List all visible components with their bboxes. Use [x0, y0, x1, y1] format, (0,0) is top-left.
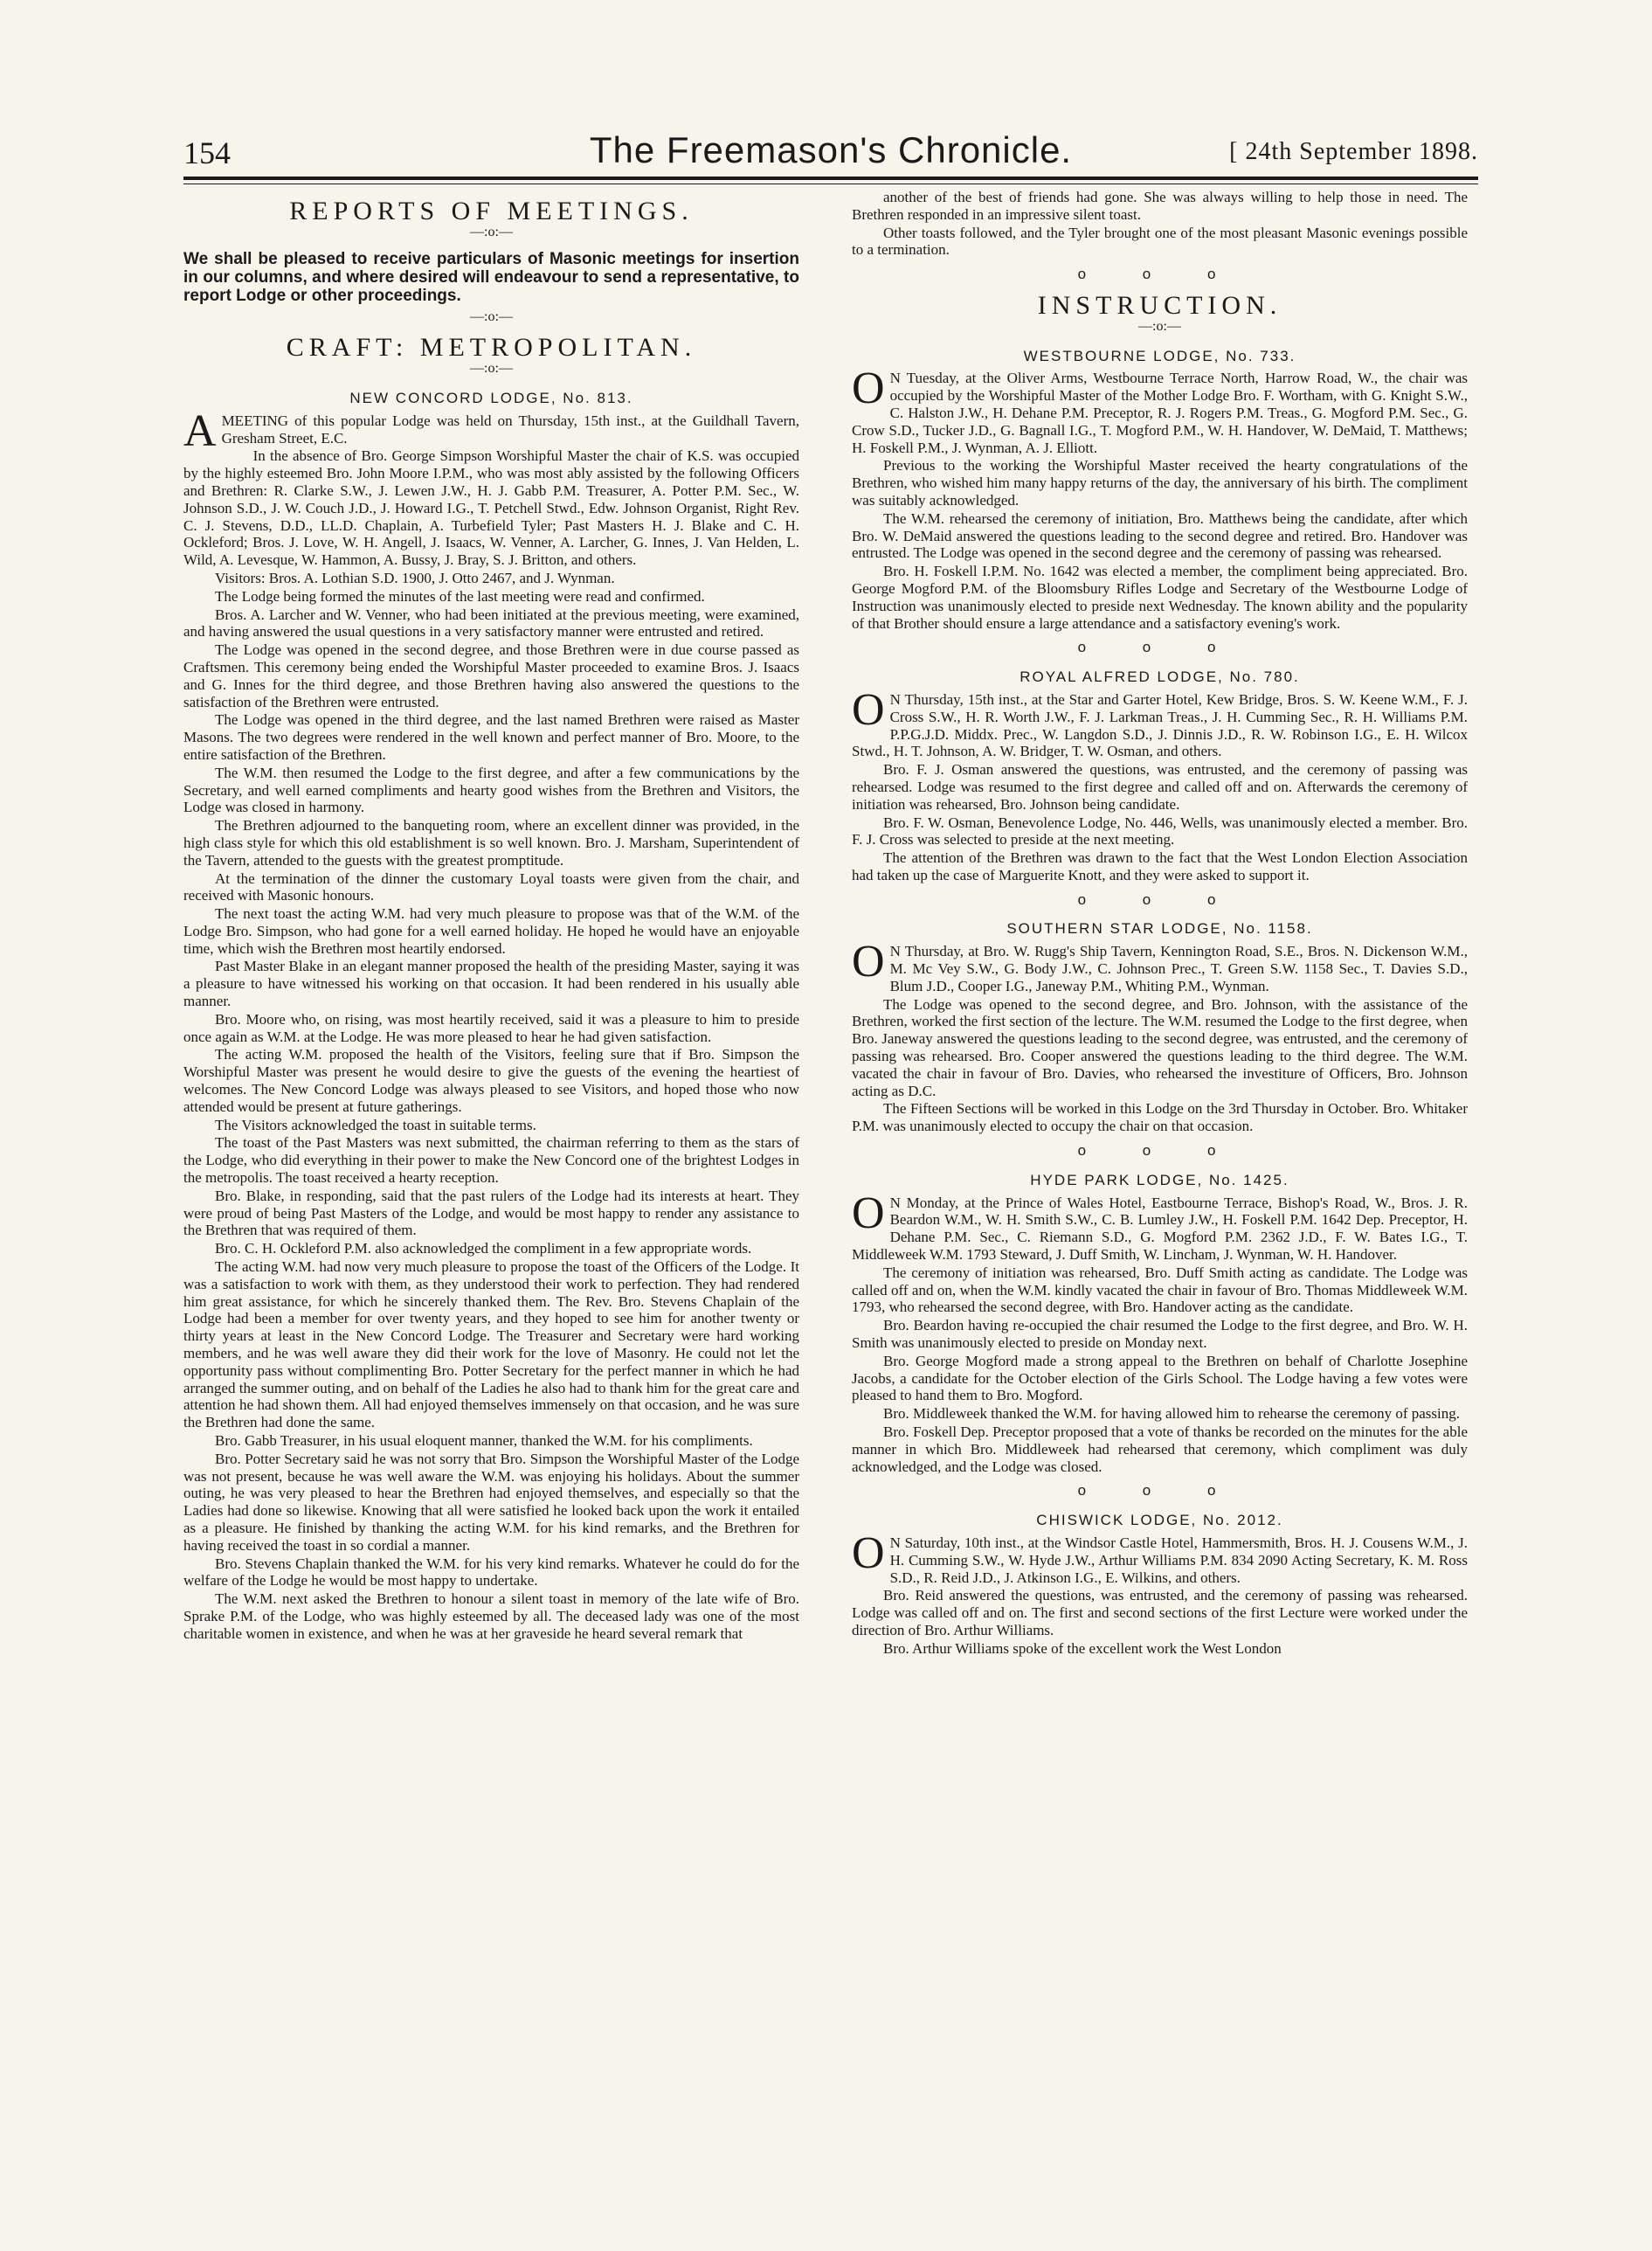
- paragraph: The W.M. rehearsed the ceremony of initiation, Bro. Matthews being the candidate, after which Bro. W. DeMaid answered the questions leading to the second degree and retired. Bro. Handover was entrusted. The Lodge was opened in the second degree and the ceremony of passing was rehearsed.: [852, 509, 1468, 562]
- lodge-heading: CHISWICK LODGE, No. 2012.: [1036, 1512, 1283, 1529]
- paragraph: The Lodge was opened in the second degree, and those Brethren were in due course passed as Craftsmen. This ceremony being ended the Worshipful Master proceeded to examine Bros. J. Isaacs and G. Innes for the third degree, and those Brethren having also answered the questions to the satisfaction of the Brethren were entrusted.: [183, 641, 799, 710]
- issue-date: [ 24th September 1898.: [1229, 138, 1478, 165]
- paragraph: The Visitors acknowledged the toast in suitable terms.: [215, 1116, 536, 1133]
- paragraph: Other toasts followed, and the Tyler brought one of the most pleasant Masonic evenings possible to a termination.: [852, 224, 1468, 259]
- separator: —:o:—: [470, 361, 513, 377]
- paragraph: Bro. Reid answered the questions, was entrusted, and the ceremony of passing was rehearsed. Lodge was called off and on. The first and second sections of the first Lecture were worked under the direction of Bro. Arthur Williams.: [852, 1587, 1468, 1638]
- separator: —:o:—: [470, 224, 513, 239]
- page-number: 154: [183, 135, 231, 170]
- opening-text: N Monday, at the Prince of Wales Hotel, Eastbourne Terrace, Bishop's Road, W., Bros. J. R. Beardon W.M., W. H. Smith S.W., C. B. Lumley J.W., H. Foskell P.M. 1642 Dep. Preceptor, H. Dehane P.M. Sec., C. Riemann S.D., G. Mogford P.M. 2362 J.D., F. W. Bates I.G., T. Middleweek W.M. 1793 Steward, J. Duff Smith, W. Lincham, J. Wynman, W. H. Handover.: [852, 1194, 1468, 1264]
- paragraph: Bro. Gabb Treasurer, in his usual eloquent manner, thanked the W.M. for his compliments.: [215, 1432, 753, 1449]
- paragraph: Bro. George Mogford made a strong appeal to the Brethren on behalf of Charlotte Josephine Jacobs, a candidate for the October election of the Girls School. The Lodge having a few votes were pleased to hand them to Bro. Mogford.: [852, 1352, 1468, 1404]
- left-column: [183, 189, 799, 1644]
- paragraph: The next toast the acting W.M. had very much pleasure to propose was that of the W.M. of the Lodge Bro. Simpson, who had gone for a well earned holiday. He hoped he would have an enjoyable time, which wish the Brethren most heartily endorsed.: [183, 905, 799, 957]
- article-body: [852, 996, 1468, 1135]
- paragraph: In the absence of Bro. George Simpson Worshipful Master the chair of K.S. was occupied by the highly esteemed Bro. John Moore I.P.M., who was most ably assisted by the following Officers and Brethren: R. Clarke S.W., J. Lewen J.W., H. J. Gabb P.M. Treasurer, A. Potter P.M. Sec., W. Johnson S.D., J. W. Couch J.D., J. Howard I.G., T. Petchell Stwd., Edw. Johnson Organist, Right Rev. C. J. Stevens, D.D., LL.D. Chaplain, A. Turbefield Tyler; Past Masters H. J. Blake and C. H. Ockleford; Bros. J. Love, W. H. Angell, J. Isaacs, W. Venner, A. Larcher, G. Innes, J. Van Helden, L. Wild, A. Levesque, W. Hammon, A. Bussy, J. Bray, S. J. Britton, and others.: [183, 447, 799, 569]
- paragraph: Bro. Beardon having re-occupied the chair resumed the Lodge to the first degree, and Bro. W. H. Smith was unanimously elected to preside on Monday next.: [852, 1317, 1468, 1352]
- paragraph: The attention of the Brethren was drawn to the fact that the West London Election Association had taken up the case of Marguerite Knott, and they were asked to support it.: [852, 849, 1468, 883]
- article-opening: [852, 937, 1468, 994]
- paragraph: Visitors: Bros. A. Lothian S.D. 1900, J. Otto 2467, and J. Wynman.: [215, 569, 615, 586]
- article-opening: [852, 1188, 1468, 1264]
- section-heading-craft: CRAFT: METROPOLITAN.: [286, 333, 697, 363]
- drop-cap: O: [852, 364, 885, 414]
- intro-notice: We shall be pleased to receive particulars of Masonic meetings for insertion in our columns, and where desired will endeavour to send a representative, to report Lodge or other proceedings.: [183, 249, 799, 305]
- opening-text: MEETING of this popular Lodge was held on Thursday, 15th inst., at the Guildhall Tavern, Gresham Street, E.C.: [221, 412, 799, 447]
- section-divider: o o o: [1077, 1482, 1242, 1500]
- paragraph: Bro. Arthur Williams spoke of the excellent work the West London: [883, 1639, 1282, 1657]
- drop-cap: O: [852, 1188, 885, 1238]
- paragraph: The acting W.M. proposed the health of the Visitors, feeling sure that if Bro. Simpson the Worshipful Master was present he would desire to give the guests of the evening the heartiest of welcomes. The New Concord Lodge was always pleased to see Visitors, and hoped those who now attended would be present at future gatherings.: [183, 1046, 799, 1115]
- paragraph: Bro. Moore who, on rising, was most heartily received, said it was a pleasure to him to preside once again as W.M. at the Lodge. He was more pleased to hear he had given satisfaction.: [183, 1010, 799, 1045]
- paragraph: Bro. F. W. Osman, Benevolence Lodge, No. 446, Wells, was unanimously elected a member. Bro. F. J. Cross was selected to preside at the next meeting.: [852, 814, 1468, 848]
- paragraph: The toast of the Past Masters was next submitted, the chairman referring to them as the stars of the Lodge, who did everything in their power to make the New Concord one of the brightest Lodges in the metropolis. The toast received a hearty reception.: [183, 1134, 799, 1187]
- paragraph: Past Master Blake in an elegant manner proposed the health of the presiding Master, saying it was a pleasure to have witnessed his working on that occasion. It had been rendered in his usually able manner.: [183, 958, 799, 1010]
- paragraph: The Lodge was opened to the second degree, and Bro. Johnson, with the assistance of the Brethren, worked the first section of the lecture. The W.M. resumed the Lodge to the first degree, when Bro. Janeway answered the questions leading to the second degree, was entrusted, and the ceremony of passing was rehearsed. Bro. Cooper answered the questions leading to the third degree. The W.M. vacated the chair in favour of Bro. Davies, who rehearsed the investiture of Officers, Bro. Johnson acting as D.C.: [852, 995, 1468, 1099]
- article-opening: [852, 684, 1468, 760]
- section-divider: o o o: [1077, 266, 1242, 283]
- article-opening: [183, 405, 799, 456]
- lodge-heading: HYDE PARK LODGE, No. 1425.: [1030, 1171, 1289, 1188]
- paragraph: At the termination of the dinner the customary Loyal toasts were given from the chair, and received with Masonic honours.: [183, 869, 799, 904]
- paragraph: The Brethren adjourned to the banqueting room, where an excellent dinner was provided, in the high class style for which this old establishment is so well known. Bro. J. Marsham, Superintendent of the Tavern, attended to the guests with the greatest promptitude.: [183, 817, 799, 869]
- lodge-heading: SOUTHERN STAR LODGE, No. 1158.: [1006, 920, 1313, 938]
- paragraph: Bro. Foskell Dep. Preceptor proposed that a vote of thanks be recorded on the minutes for the able manner in which Bro. Middleweek had rehearsed that ceremony, which compliment was duly acknowledged, and the Lodge was closed.: [852, 1423, 1468, 1475]
- section-divider: o o o: [1077, 1142, 1242, 1160]
- paragraph: The W.M. next asked the Brethren to honour a silent toast in memory of the late wife of Bro. Sprake P.M. of the Lodge, who was highly esteemed by all. The deceased lady was one of the most charitable women in existence, and when he was at her graveside he heard several remark that: [183, 1590, 799, 1642]
- section-divider: o o o: [1077, 890, 1242, 908]
- section-heading-instruction: INSTRUCTION.: [1037, 290, 1282, 320]
- separator: —:o:—: [470, 308, 513, 324]
- paragraph: The ceremony of initiation was rehearsed, Bro. Duff Smith acting as candidate. The Lodge was called off and on, when the W.M. kindly vacated the chair in favour of Bro. Thomas Middleweek W.M. 1793, who rehearsed the second degree, with Bro. Handover acting as the candidate.: [852, 1264, 1468, 1316]
- paragraph: The Lodge was opened in the third degree, and the last named Brethren were raised as Master Masons. The two degrees were rendered in the well known and perfect manner of Bro. Moore, to the entire satisfaction of the Brethren.: [183, 711, 799, 763]
- opening-text: N Tuesday, at the Oliver Arms, Westbourne Terrace North, Harrow Road, W., the chair was occupied by the Worshipful Master of the Mother Lodge Bro. F. Wortham, with G. Knight S.W., C. Halston J.W., H. Dehane P.M. Preceptor, R. J. Rogers P.M. Treas., G. Mogford P.M. Sec., G. Crow S.D., Tucker J.D., G. Bagnall I.G., T. Mogford P.M., W. H. Handover, W. DeMaid, T. Matthews; H. Foskell P.M., J. Wynman, A. J. Elliott.: [852, 370, 1468, 456]
- publication-title: The Freemason's Chronicle.: [589, 129, 1073, 170]
- continued-text: [852, 189, 1468, 259]
- drop-cap: O: [852, 937, 885, 987]
- article-body: [183, 447, 799, 1642]
- section-heading-reports: REPORTS OF MEETINGS.: [289, 197, 694, 225]
- masthead-rule: [183, 177, 1478, 180]
- paragraph: Bro. F. J. Osman answered the questions, was entrusted, and the ceremony of passing was rehearsed. Lodge was resumed to the first degree and called off and on. Afterwards the ceremony of initiation was rehearsed, Bro. Johnson being candidate.: [852, 761, 1468, 813]
- paragraph: Bro. H. Foskell I.P.M. No. 1642 was elected a member, the compliment being appreciated. Bro. George Mogford P.M. of the Bloomsbury Rifles Lodge and Secretary of the Westbourne Lodge of Instruction was unanimously elected to preside next Wednesday. The known ability and the popularity of that Brother should ensure a large attendance and a satisfactory evening's work.: [852, 563, 1468, 632]
- opening-text: N Thursday, 15th inst., at the Star and Garter Hotel, Kew Bridge, Bros. S. W. Keene W.M., F. J. Cross S.W., H. R. Worth J.W., F. J. Larkman Treas., J. H. Cumming Sec., R. H. Williams P.M. P.P.G.J.D. Middx. Prec., W. Langdon S.D., J. Dinnis J.D., R. W. Robinson I.G., E. H. Wilcox Stwd., H. T. Johnson, A. W. Bridger, T. W. Osman, and others.: [852, 690, 1468, 760]
- paragraph: Bro. Stevens Chaplain thanked the W.M. for his very kind remarks. Whatever he could do for the welfare of the Lodge he would be most happy to undertake.: [183, 1555, 799, 1590]
- paragraph: another of the best of friends had gone. She was always willing to help those in need. The Brethren responded in an impressive silent toast.: [852, 189, 1468, 223]
- paragraph: Bro. C. H. Ockleford P.M. also acknowledged the compliment in a few appropriate words.: [215, 1240, 752, 1257]
- paragraph: Previous to the working the Worshipful Master received the hearty congratulations of the Brethren, who wished him many happy returns of the day, the anniversary of his birth. The compliment was suitably acknowledged.: [852, 457, 1468, 509]
- separator: —:o:—: [1138, 318, 1181, 334]
- paragraph: The Lodge being formed the minutes of the last meeting were read and confirmed.: [215, 587, 705, 605]
- section-divider: o o o: [1077, 639, 1242, 656]
- right-column: [852, 189, 1468, 1659]
- article-body: [852, 761, 1468, 884]
- paragraph: Bro. Middleweek thanked the W.M. for having allowed him to rehearse the ceremony of passing.: [883, 1405, 1460, 1423]
- lodge-heading: ROYAL ALFRED LODGE, No. 780.: [1020, 668, 1300, 686]
- paragraph: The acting W.M. had now very much pleasure to propose the toast of the Officers of the Lodge. It was a satisfaction to work with them, as they understood their work to perfection. They had rendered him great assistance, for which he sincerely thanked them. The Rev. Bro. Stevens Chaplain of the Lodge had been a member for over twenty years, and they hoped to see him for another twenty or thirty years at least in the New Concord Lodge. The Treasurer and Secretary were hard working members, and he was well aware they did their work for the love of Masonry. He could not let the opportunity pass without complimenting Bro. Potter Secretary for the perfect manner in which he had arranged the summer outing, and on behalf of the Ladies he also had to thank him for the great care and attention he had shown them. All had enjoyed themselves immensely on that occasion, and he was sure the Brethren had done the same.: [183, 1258, 799, 1431]
- paragraph: The W.M. then resumed the Lodge to the first degree, and after a few communications by the Secretary, and well earned compliments and hearty good wishes from the Brethren and Visitors, the Lodge was closed in harmony.: [183, 764, 799, 816]
- article-opening: [852, 364, 1468, 456]
- paragraph: Bro. Blake, in responding, said that the past rulers of the Lodge had its interests at heart. They were proud of being Past Masters of the Lodge, and would be most happy to render any assistance to the Brethren that was required of them.: [183, 1187, 799, 1239]
- paragraph: Bro. Potter Secretary said he was not sorry that Bro. Simpson the Worshipful Master of the Lodge was not present, because he was well aware the W.M. was enjoying his holidays. About the summer outing, he was very pleased to hear the Brethren had enjoyed themselves, and especially so that the Ladies had done so likewise. Knowing that all were satisfied he looked back upon the work it entailed as a pleasure. He finished by thanking the acting W.M. for his kind remarks, and the Brethren for having received the toast in so cordial a manner.: [183, 1450, 799, 1554]
- article-body: [852, 1587, 1468, 1657]
- drop-cap: O: [852, 684, 885, 735]
- article-opening: [852, 1527, 1468, 1586]
- opening-text: N Saturday, 10th inst., at the Windsor Castle Hotel, Hammersmith, Bros. H. J. Cousens W.M., J. H. Cumming S.W., W. Hyde J.W., Arthur Williams P.M. 834 2090 Acting Secretary, K. M. Ross S.D., R. Reid J.D., J. Atkinson I.G., E. Wilkins, and others.: [889, 1534, 1468, 1586]
- lodge-heading: NEW CONCORD LODGE, No. 813.: [349, 389, 633, 406]
- drop-cap: O: [852, 1527, 885, 1578]
- paragraph: The Fifteen Sections will be worked in this Lodge on the 3rd Thursday in October. Bro. Whitaker P.M. was unanimously elected to occupy the chair on that occasion.: [852, 1100, 1468, 1135]
- masthead: [183, 129, 1478, 182]
- article-body: [852, 1264, 1468, 1476]
- paragraph: Bros. A. Larcher and W. Venner, who had been initiated at the previous meeting, were examined, and having answered the usual questions in a very satisfactory manner were entrusted and retired.: [183, 606, 799, 641]
- opening-text: N Thursday, at Bro. W. Rugg's Ship Tavern, Kennington Road, S.E., Bros. N. Dickenson W.M., M. Mc Vey S.W., G. Body J.W., C. Johnson Prec., T. Green S.W. 1158 Sec., T. Davies S.D., Blum J.D., Cooper I.G., Janeway P.M., Whiting P.M., Wynman.: [889, 943, 1468, 994]
- lodge-heading: WESTBOURNE LODGE, No. 733.: [1023, 347, 1296, 364]
- drop-cap: A: [183, 405, 217, 456]
- article-body: [852, 457, 1468, 632]
